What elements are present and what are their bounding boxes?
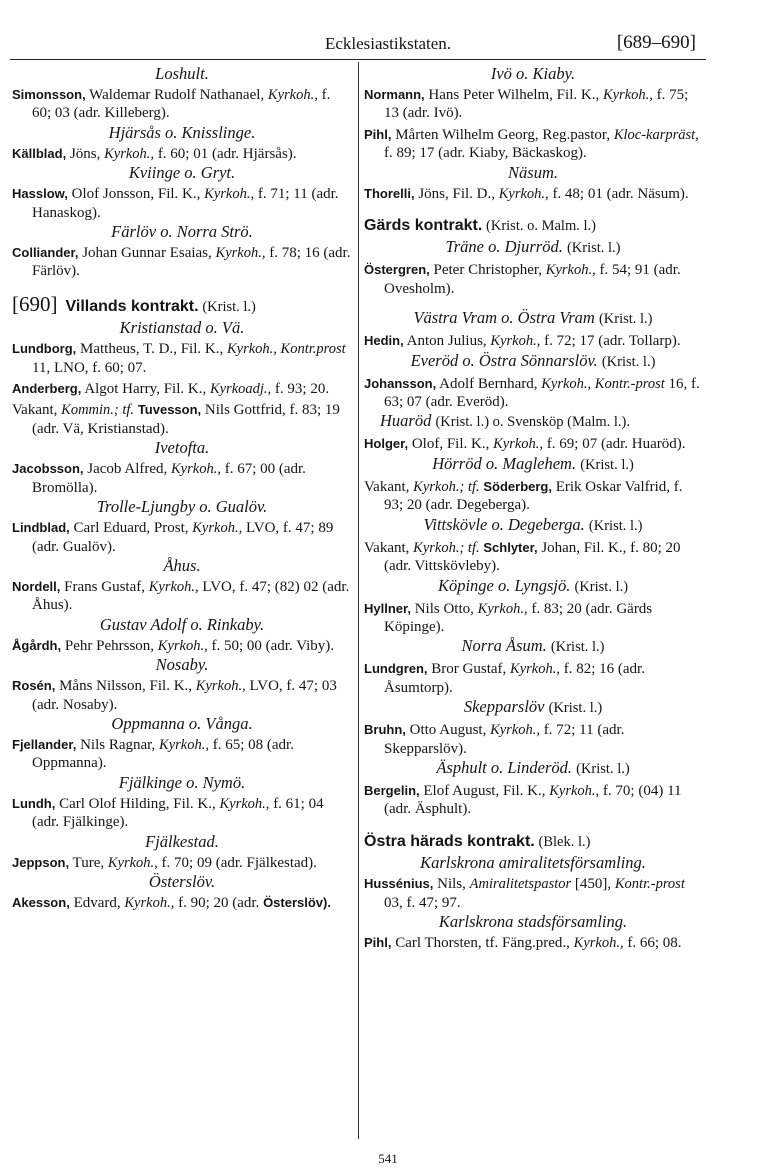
parish-name: Oppmanna o. Vånga.: [111, 713, 253, 733]
parish-heading: [12, 318, 352, 337]
entry-text: [450],: [571, 876, 615, 893]
surname: Johansson,: [364, 375, 437, 391]
surname: Lindblad,: [12, 520, 70, 536]
clergy-entry: [12, 185, 352, 222]
parish-heading: [364, 758, 702, 779]
deanery-heading: [12, 291, 352, 316]
deanery-title: Östra härads kontrakt.: [364, 832, 535, 850]
title-abbrev: Kyrkoh.,: [192, 520, 243, 537]
entry-text: 16, f. 63; 07 (adr. Everöd).: [384, 375, 700, 411]
entry-text: f. 61; 04 (adr. Fjälkinge).: [32, 795, 324, 831]
diocese-note: (Krist. l.): [566, 240, 621, 257]
parish-heading: [12, 123, 352, 142]
title-abbrev: Kyrkoh.,: [204, 186, 255, 203]
entry-text: Vakant,: [12, 402, 62, 419]
surname: Hussénius,: [364, 876, 434, 892]
clergy-entry: [12, 637, 352, 655]
surname: Pihl,: [364, 126, 392, 142]
diocese-note: (Krist. l.): [580, 456, 634, 473]
parish-heading: [364, 351, 702, 372]
clergy-entry: [12, 519, 352, 556]
clergy-entry: [12, 854, 352, 872]
entry-text: f. 48; 01 (adr. Näsum).: [548, 185, 689, 202]
parish-name: Huaröd: [380, 411, 432, 431]
clergy-entry: [364, 261, 702, 298]
entry-text: f. 60; 01 (adr. Hjärsås).: [154, 145, 297, 162]
clergy-entry: [12, 244, 352, 281]
parish-name: Nosaby.: [155, 655, 209, 675]
entry-text: f. 90; 20 (adr.: [174, 894, 264, 911]
surname: Hasslow,: [12, 186, 68, 202]
parish-heading: [364, 636, 702, 657]
title-abbrev: Kyrkoh.,: [148, 578, 199, 595]
entry-text: f. 54; 91 (adr. Ovesholm).: [384, 262, 681, 297]
title-abbrev: Kyrkoh.,: [159, 736, 209, 753]
running-header-title: Ecklesiastikstaten.: [324, 34, 452, 53]
surname: Fjellander,: [12, 736, 77, 752]
entry-text: 11, LNO, f. 60; 07.: [32, 359, 147, 376]
parish-heading: [364, 912, 702, 931]
title-abbrev: Kyrkoh., Kontr.prost: [226, 341, 346, 358]
clergy-entry: [12, 340, 352, 377]
title-abbrev: Kyrkoh.,: [215, 245, 266, 262]
clergy-entry: [12, 145, 352, 163]
parish-heading: [364, 64, 702, 83]
clergy-entry: [12, 460, 352, 497]
deanery-county: (Blek. l.): [538, 833, 591, 850]
parish-name: Näsum.: [508, 162, 558, 182]
entry-text: Adolf Bernhard,: [436, 375, 542, 392]
diocese-note: (Krist. l.): [601, 353, 656, 370]
title-abbrev: Kyrkoh.,: [219, 795, 270, 812]
title-abbrev: Kyrkoh.,: [107, 854, 158, 871]
parish-heading: [12, 872, 352, 891]
surname: Östergren,: [364, 262, 430, 278]
parish-name: Fjälkinge o. Nymö.: [118, 772, 246, 792]
parish-heading: [12, 655, 352, 674]
surname: Söderberg,: [483, 478, 552, 494]
clergy-entry: [364, 721, 702, 758]
entry-text: Waldemar Rudolf Nathanael,: [85, 87, 268, 103]
entry-text: f. 70; 09 (adr. Fjälkestad).: [157, 854, 317, 871]
title-abbrev: Kyrkoh.,: [477, 600, 528, 617]
parish-name: Vittskövle o. Degeberga.: [423, 514, 585, 534]
entry-text: f. 67; 00 (adr. Bromölla).: [32, 461, 306, 496]
parish-name: Karlskrona stadsförsamling.: [438, 911, 628, 931]
parish-heading: [12, 64, 352, 83]
entry-text: f. 60; 03 (adr. Killeberg).: [32, 87, 331, 122]
entry-text: Nils Otto,: [410, 600, 478, 617]
entry-text: f. 66; 08.: [623, 934, 682, 951]
parish-name: Skepparslöv: [463, 697, 545, 717]
parish-heading: [12, 832, 352, 851]
surname: Bergelin,: [364, 782, 420, 798]
title-abbrev: Kyrkoh.,: [157, 637, 208, 654]
surname: Rosén,: [12, 678, 56, 694]
parish-name: Gustav Adolf o. Rinkaby.: [99, 614, 265, 634]
title-abbrev: Kyrkoh.; tf.: [413, 539, 480, 556]
entry-text: f. 72; 17 (adr. Tollarp).: [540, 333, 681, 350]
clergy-entry: [12, 401, 352, 438]
title-abbrev: Kyrkoh., Kontr.-prost: [541, 375, 665, 392]
entry-text: Ture,: [69, 854, 108, 871]
entry-text: LVO, f. 47; 89 (adr. Gualöv).: [32, 520, 334, 555]
title-abbrev: Kyrkoh.,: [545, 262, 596, 279]
entry-text: Johan Gunnar Esaias,: [78, 245, 216, 262]
parish-heading: [12, 615, 352, 634]
title-abbrev: Kyrkoh.,: [124, 894, 175, 911]
parish-heading: [364, 697, 702, 718]
clergy-entry: [364, 375, 702, 412]
diocese-note: (Krist. l.): [598, 311, 653, 328]
parish-heading: [12, 438, 352, 457]
title-abbrev: Kyrkoh.,: [104, 145, 155, 162]
entry-text: Frans Gustaf,: [60, 578, 149, 595]
entry-text: Hans Peter Wilhelm, Fil. K.,: [424, 87, 603, 103]
entry-text: Peter Christopher,: [429, 262, 546, 279]
running-header-page-range: [689–690]: [616, 32, 696, 53]
deanery-county: (Krist. l.): [202, 298, 256, 315]
diocese-note: (Krist. l.) o. Svensköp (Malm. l.).: [435, 414, 630, 431]
parish-heading: [12, 773, 352, 792]
entry-text: Algot Harry, Fil. K.,: [81, 381, 210, 398]
title-abbrev: Kyrkoh.,: [490, 722, 541, 739]
clergy-entry: [364, 435, 702, 453]
entry-text: Vakant,: [364, 478, 414, 495]
parish-heading: [364, 163, 702, 182]
parish-name: Ivö o. Kiaby.: [490, 64, 576, 83]
surname: Ågårdh,: [12, 637, 62, 653]
diocese-note: (Krist. l.): [576, 760, 630, 777]
surname: Österslöv).: [263, 894, 331, 910]
entry-text: Mårten Wilhelm Georg, Reg.pastor,: [391, 126, 614, 143]
surname: Holger,: [364, 436, 409, 452]
deanery-county: (Krist. o. Malm. l.): [486, 218, 596, 235]
surname: Thorelli,: [364, 185, 415, 201]
clergy-entry: [364, 332, 702, 350]
title-abbrev: Kyrkoh.,: [493, 436, 544, 453]
entry-text: f. 78; 16 (adr. Färlöv).: [32, 245, 351, 280]
entry-text: Carl Olof Hilding, Fil. K.,: [55, 795, 220, 812]
entry-text: f. 93; 20.: [271, 381, 330, 398]
entry-text: Edvard,: [69, 894, 125, 911]
parish-name: Loshult.: [155, 64, 209, 83]
section-ref: [690]: [12, 291, 58, 316]
surname: Hyllner,: [364, 600, 411, 616]
surname: Jeppson,: [12, 854, 70, 870]
entry-text: f. 50; 00 (adr. Viby).: [207, 637, 335, 654]
surname: Colliander,: [12, 245, 79, 261]
title-abbrev: Kyrkoh.,: [171, 461, 221, 478]
clergy-entry: [364, 86, 702, 123]
entry-text: Olof Jonsson, Fil. K.,: [67, 186, 205, 203]
clergy-entry: [364, 875, 702, 912]
parish-name: Karlskrona amiralitetsförsamling.: [420, 853, 646, 873]
entry-text: Jöns, Fil. D.,: [414, 185, 499, 202]
deanery-title: Gärds kontrakt.: [364, 217, 483, 235]
title-abbrev: Kyrkoh.; tf.: [413, 478, 480, 495]
entry-text: 03, f. 47; 97.: [384, 894, 461, 911]
clergy-entry: [12, 86, 352, 123]
parish-heading: [364, 576, 702, 597]
clergy-entry: [12, 795, 352, 832]
surname: Akesson,: [12, 894, 70, 910]
entry-text: Johan, Fil. K., f. 80; 20 (adr. Vittskövleby).: [384, 539, 681, 575]
entry-text: Anton Julius,: [403, 333, 491, 350]
clergy-entry: [364, 126, 702, 163]
title-abbrev: Kyrkoh.,: [510, 661, 560, 678]
clergy-entry: [364, 782, 702, 819]
diocese-note: (Krist. l.): [548, 700, 603, 717]
parish-name: Hörröd o. Maglehem.: [432, 453, 577, 473]
entry-text: Vakant,: [364, 539, 414, 556]
title-abbrev: Kontr.-prost: [614, 876, 685, 893]
entry-text: Nils,: [433, 876, 470, 893]
entry-text: Erik Oskar Valfrid, f. 93; 20 (adr. Degeberga).: [384, 478, 683, 514]
parish-heading: [364, 454, 702, 475]
column-divider: [358, 62, 359, 1139]
clergy-entry: [12, 380, 352, 398]
entry-text: Elof August, Fil. K.,: [419, 782, 550, 799]
parish-heading: [12, 714, 352, 733]
parish-name: Hjärsås o. Knisslinge.: [108, 122, 256, 142]
surname: Tuvesson,: [137, 402, 202, 418]
parish-name: Västra Vram o. Östra Vram: [413, 308, 595, 328]
entry-text: f. 65; 08 (adr. Oppmanna).: [32, 736, 294, 772]
parish-heading: [364, 411, 702, 432]
entry-text: Carl Thorsten, tf. Fäng.pred.,: [391, 934, 574, 951]
title-abbrev: Kyrkoh.,: [490, 333, 541, 350]
surname: Lundborg,: [12, 341, 77, 357]
parish-name: Trolle-Ljungby o. Gualöv.: [96, 497, 268, 517]
title-abbrev: Kyrkoh.,: [498, 185, 549, 202]
surname: Anderberg,: [12, 381, 82, 397]
parish-name: Kristianstad o. Vä.: [119, 318, 245, 338]
entry-text: f. 75; 13 (adr. Ivö).: [384, 87, 689, 122]
parish-name: Köpinge o. Lyngsjö.: [437, 575, 571, 595]
deanery-heading: [364, 833, 702, 851]
title-abbrev: Kyrkoh.,: [195, 678, 246, 695]
entry-text: Mattheus, T. D., Fil. K.,: [76, 341, 227, 358]
title-abbrev: Kloc-karpräst,: [613, 126, 699, 143]
surname: Simonsson,: [12, 87, 86, 102]
entry-text: f. 82; 16 (adr. Åsumtorp).: [384, 661, 645, 696]
parish-heading: [12, 222, 352, 241]
entry-text: f. 89; 17 (adr. Kiaby, Bäckaskog).: [384, 145, 587, 162]
parish-name: Norra Åsum.: [461, 636, 547, 656]
title-abbrev: Amiralitetspastor: [469, 876, 572, 893]
clergy-entry: [364, 660, 702, 697]
parish-name: Ivetofta.: [154, 438, 210, 458]
surname: Normann,: [364, 87, 425, 102]
parish-name: Åhus.: [163, 555, 201, 575]
parish-name: Everöd o. Östra Sönnarslöv.: [410, 350, 598, 370]
parish-name: Österslöv.: [148, 871, 216, 891]
title-abbrev: Kyrkoh.,: [602, 87, 653, 103]
deanery-heading: [364, 217, 702, 235]
surname: Pihl,: [364, 934, 392, 950]
entry-text: Otto August,: [405, 722, 491, 739]
clergy-entry: [364, 185, 702, 203]
surname: Källblad,: [12, 145, 67, 161]
surname: Bruhn,: [364, 722, 406, 738]
clergy-entry: [364, 600, 702, 637]
diocese-note: (Krist. l.): [550, 639, 605, 656]
title-abbrev: Kommin.; tf.: [61, 402, 135, 419]
clergy-entry: [364, 478, 702, 515]
right-column: [364, 64, 702, 952]
entry-text: f. 71; 11 (adr. Hanaskog).: [32, 186, 339, 221]
parish-heading: [364, 308, 702, 329]
parish-heading: [12, 497, 352, 516]
entry-text: f. 69; 07 (adr. Huaröd).: [543, 436, 686, 453]
diocese-note: (Krist. l.): [574, 578, 629, 595]
clergy-entry: [12, 894, 352, 912]
surname: Lundgren,: [364, 661, 428, 677]
entry-text: Olof, Fil. K.,: [408, 436, 494, 453]
parish-heading: [12, 163, 352, 182]
parish-name: Färlöv o. Norra Strö.: [111, 222, 253, 242]
page-number: 541: [378, 1151, 398, 1166]
parish-heading: [12, 556, 352, 575]
entry-text: Bror Gustaf,: [427, 661, 511, 678]
parish-name: Fjälkestad.: [145, 831, 219, 851]
clergy-entry: [364, 539, 702, 576]
parish-name: Träne o. Djurröd.: [445, 237, 563, 257]
clergy-entry: [12, 578, 352, 615]
diocese-note: (Krist. l.): [588, 517, 643, 534]
entry-text: Nils Ragnar,: [76, 736, 160, 753]
entry-text: Måns Nilsson, Fil. K.,: [55, 678, 196, 695]
clergy-entry: [12, 677, 352, 714]
parish-name: Kviinge o. Gryt.: [128, 163, 236, 183]
deanery-title: Villands kontrakt.: [65, 297, 199, 315]
entry-text: f. 70; (04) 11 (adr. Äsphult).: [384, 782, 682, 818]
parish-name: Äsphult o. Linderöd.: [436, 757, 572, 777]
header-rule: [10, 59, 706, 60]
left-column: [12, 64, 352, 912]
entry-text: Carl Eduard, Prost,: [69, 520, 193, 537]
title-abbrev: Kyrkoh.,: [267, 87, 318, 103]
surname: Nordell,: [12, 578, 61, 594]
entry-text: Jöns,: [66, 145, 105, 162]
surname: Hedin,: [364, 333, 404, 349]
clergy-entry: [364, 934, 702, 952]
entry-text: LVO, f. 47; (82) 02 (adr. Åhus).: [32, 578, 350, 614]
entry-text: LVO, f. 47; 03 (adr. Nosaby).: [32, 678, 337, 713]
title-abbrev: Kyrkoh.,: [549, 782, 600, 799]
parish-heading: [364, 853, 702, 872]
clergy-entry: [12, 736, 352, 773]
entry-text: f. 83; 20 (adr. Gärds Köpinge).: [384, 600, 653, 635]
entry-text: Pehr Pehrsson,: [61, 637, 158, 654]
surname: Schlyter,: [483, 539, 538, 555]
surname: Lundh,: [12, 795, 56, 811]
title-abbrev: Kyrkoadj.,: [209, 381, 272, 398]
title-abbrev: Kyrkoh.,: [573, 934, 624, 951]
parish-heading: [364, 237, 702, 258]
parish-heading: [364, 515, 702, 536]
entry-text: f. 72; 11 (adr. Skepparslöv).: [384, 722, 625, 757]
entry-text: Nils Gottfrid, f. 83; 19 (adr. Vä, Kristianstad).: [32, 402, 340, 437]
surname: Jacobsson,: [12, 461, 84, 477]
entry-text: Jacob Alfred,: [83, 461, 172, 478]
